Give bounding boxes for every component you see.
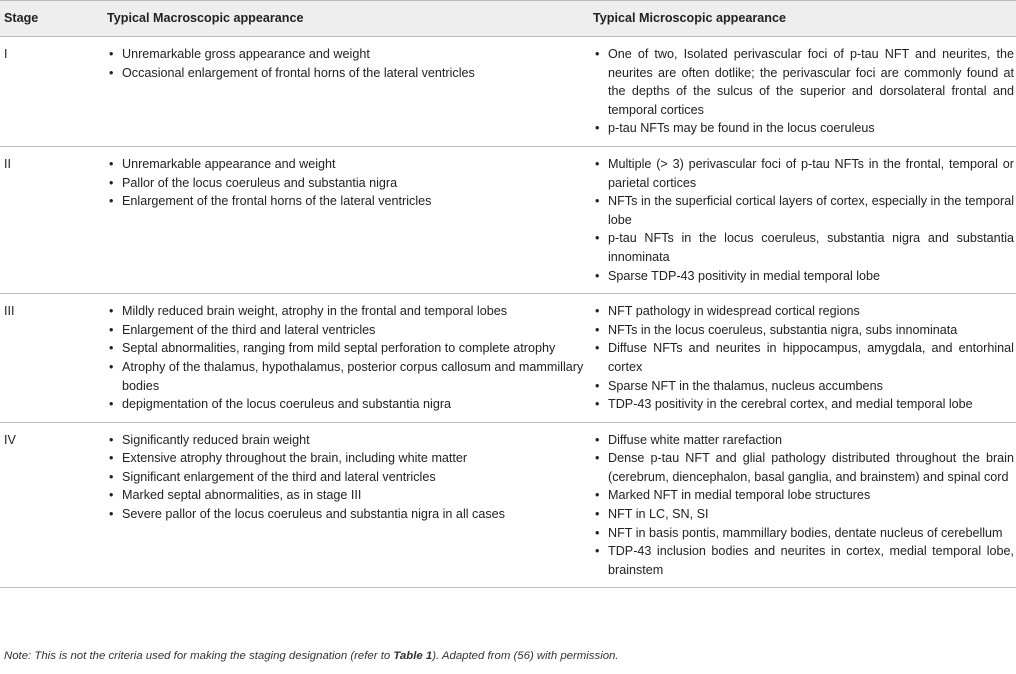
list-item: • depigmentation of the locus coeruleus and substantia nigra xyxy=(107,395,593,414)
list-item: • Dense p-tau NFT and glial pathology distributed throughout the brain (cerebrum, diencephalon, basal ganglia, and brainstem) and spinal cord xyxy=(593,449,1014,486)
list-item: • Extensive atrophy throughout the brain, including white matter xyxy=(107,449,593,468)
list-item: • TDP-43 positivity in the cerebral cortex, and medial temporal lobe xyxy=(593,395,1014,414)
list-item: • NFT in basis pontis, mammillary bodies, dentate nucleus of cerebellum xyxy=(593,524,1014,543)
list-item: • Mildly reduced brain weight, atrophy in the frontal and temporal lobes xyxy=(107,302,593,321)
micro-cell xyxy=(593,37,1016,147)
list-item: • TDP-43 inclusion bodies and neurites in cortex, medial temporal lobe, brainstem xyxy=(593,542,1014,579)
list-item: • Marked septal abnormalities, as in stage III xyxy=(107,486,593,505)
macro-list xyxy=(107,147,593,219)
micro-cell xyxy=(593,294,1016,423)
stage-cell: III xyxy=(0,294,107,423)
macro-list xyxy=(107,37,593,90)
table-row xyxy=(0,37,1016,147)
micro-list xyxy=(593,423,1016,588)
list-item: • Diffuse NFTs and neurites in hippocampus, amygdala, and entorhinal cortex xyxy=(593,339,1014,376)
list-item: • Unremarkable appearance and weight xyxy=(107,155,593,174)
table-row xyxy=(0,294,1016,423)
list-item: • Enlargement of the third and lateral ventricles xyxy=(107,321,593,340)
stage-cell: I xyxy=(0,37,107,147)
list-item: • Septal abnormalities, ranging from mild septal perforation to complete atrophy xyxy=(107,339,593,358)
list-item: • Significant enlargement of the third and lateral ventricles xyxy=(107,468,593,487)
table-reference-link[interactable]: Table 1 xyxy=(393,650,433,662)
macro-list xyxy=(107,423,593,532)
stage-cell: II xyxy=(0,146,107,293)
list-item: • p-tau NFTs may be found in the locus coeruleus xyxy=(593,119,1014,138)
list-item: • p-tau NFTs in the locus coeruleus, substantia nigra and substantia innominata xyxy=(593,229,1014,266)
header-microscopic: Typical Microscopic appearance xyxy=(593,11,786,26)
header-stage: Stage xyxy=(4,11,39,26)
micro-list xyxy=(593,294,1016,422)
micro-list xyxy=(593,37,1016,146)
list-item: • Multiple (> 3) perivascular foci of p-tau NFTs in the frontal, temporal or parietal cortices xyxy=(593,155,1014,192)
note-prefix: Note: This is not the criteria used for making the staging designation (refer to xyxy=(4,650,394,662)
list-item: • Enlargement of the frontal horns of the lateral ventricles xyxy=(107,192,593,211)
list-item: • Severe pallor of the locus coeruleus and substantia nigra in all cases xyxy=(107,505,593,524)
list-item: • Atrophy of the thalamus, hypothalamus, posterior corpus callosum and mammillary bodies xyxy=(107,358,593,395)
macro-cell xyxy=(107,37,593,147)
table-row xyxy=(0,146,1016,293)
list-item: • Sparse NFT in the thalamus, nucleus accumbens xyxy=(593,377,1014,396)
citation-link[interactable]: 56 xyxy=(517,650,530,662)
table-row xyxy=(0,422,1016,588)
micro-cell xyxy=(593,422,1016,588)
list-item: • NFT in LC, SN, SI xyxy=(593,505,1014,524)
table-footnote xyxy=(4,650,619,662)
table-header-row xyxy=(0,1,1016,37)
list-item: • NFTs in the superficial cortical layers of cortex, especially in the temporal lobe xyxy=(593,192,1014,229)
note-suffix: ) with permission. xyxy=(529,650,619,662)
list-item: • Significantly reduced brain weight xyxy=(107,431,593,450)
micro-cell xyxy=(593,146,1016,293)
list-item: • Sparse TDP-43 positivity in medial temporal lobe xyxy=(593,267,1014,286)
macro-list xyxy=(107,294,593,422)
list-item: • One of two, Isolated perivascular foci of p-tau NFT and neurites, the neurites are often dotlike; the perivascular foci are commonly found at the depths of the sulcus of the superior and dorsolateral frontal and temporal cortices xyxy=(593,45,1014,119)
note-middle: ). Adapted from ( xyxy=(432,650,518,662)
list-item: • NFT pathology in widespread cortical regions xyxy=(593,302,1014,321)
list-item: • NFTs in the locus coeruleus, substantia nigra, subs innominata xyxy=(593,321,1014,340)
header-macroscopic: Typical Macroscopic appearance xyxy=(107,11,304,26)
list-item: • Unremarkable gross appearance and weight xyxy=(107,45,593,64)
list-item: • Pallor of the locus coeruleus and substantia nigra xyxy=(107,174,593,193)
list-item: • Marked NFT in medial temporal lobe structures xyxy=(593,486,1014,505)
list-item: • Occasional enlargement of frontal horns of the lateral ventricles xyxy=(107,64,593,83)
macro-cell xyxy=(107,146,593,293)
macro-cell xyxy=(107,422,593,588)
micro-list xyxy=(593,147,1016,293)
stage-cell: IV xyxy=(0,422,107,588)
list-item: • Diffuse white matter rarefaction xyxy=(593,431,1014,450)
macro-cell xyxy=(107,294,593,423)
